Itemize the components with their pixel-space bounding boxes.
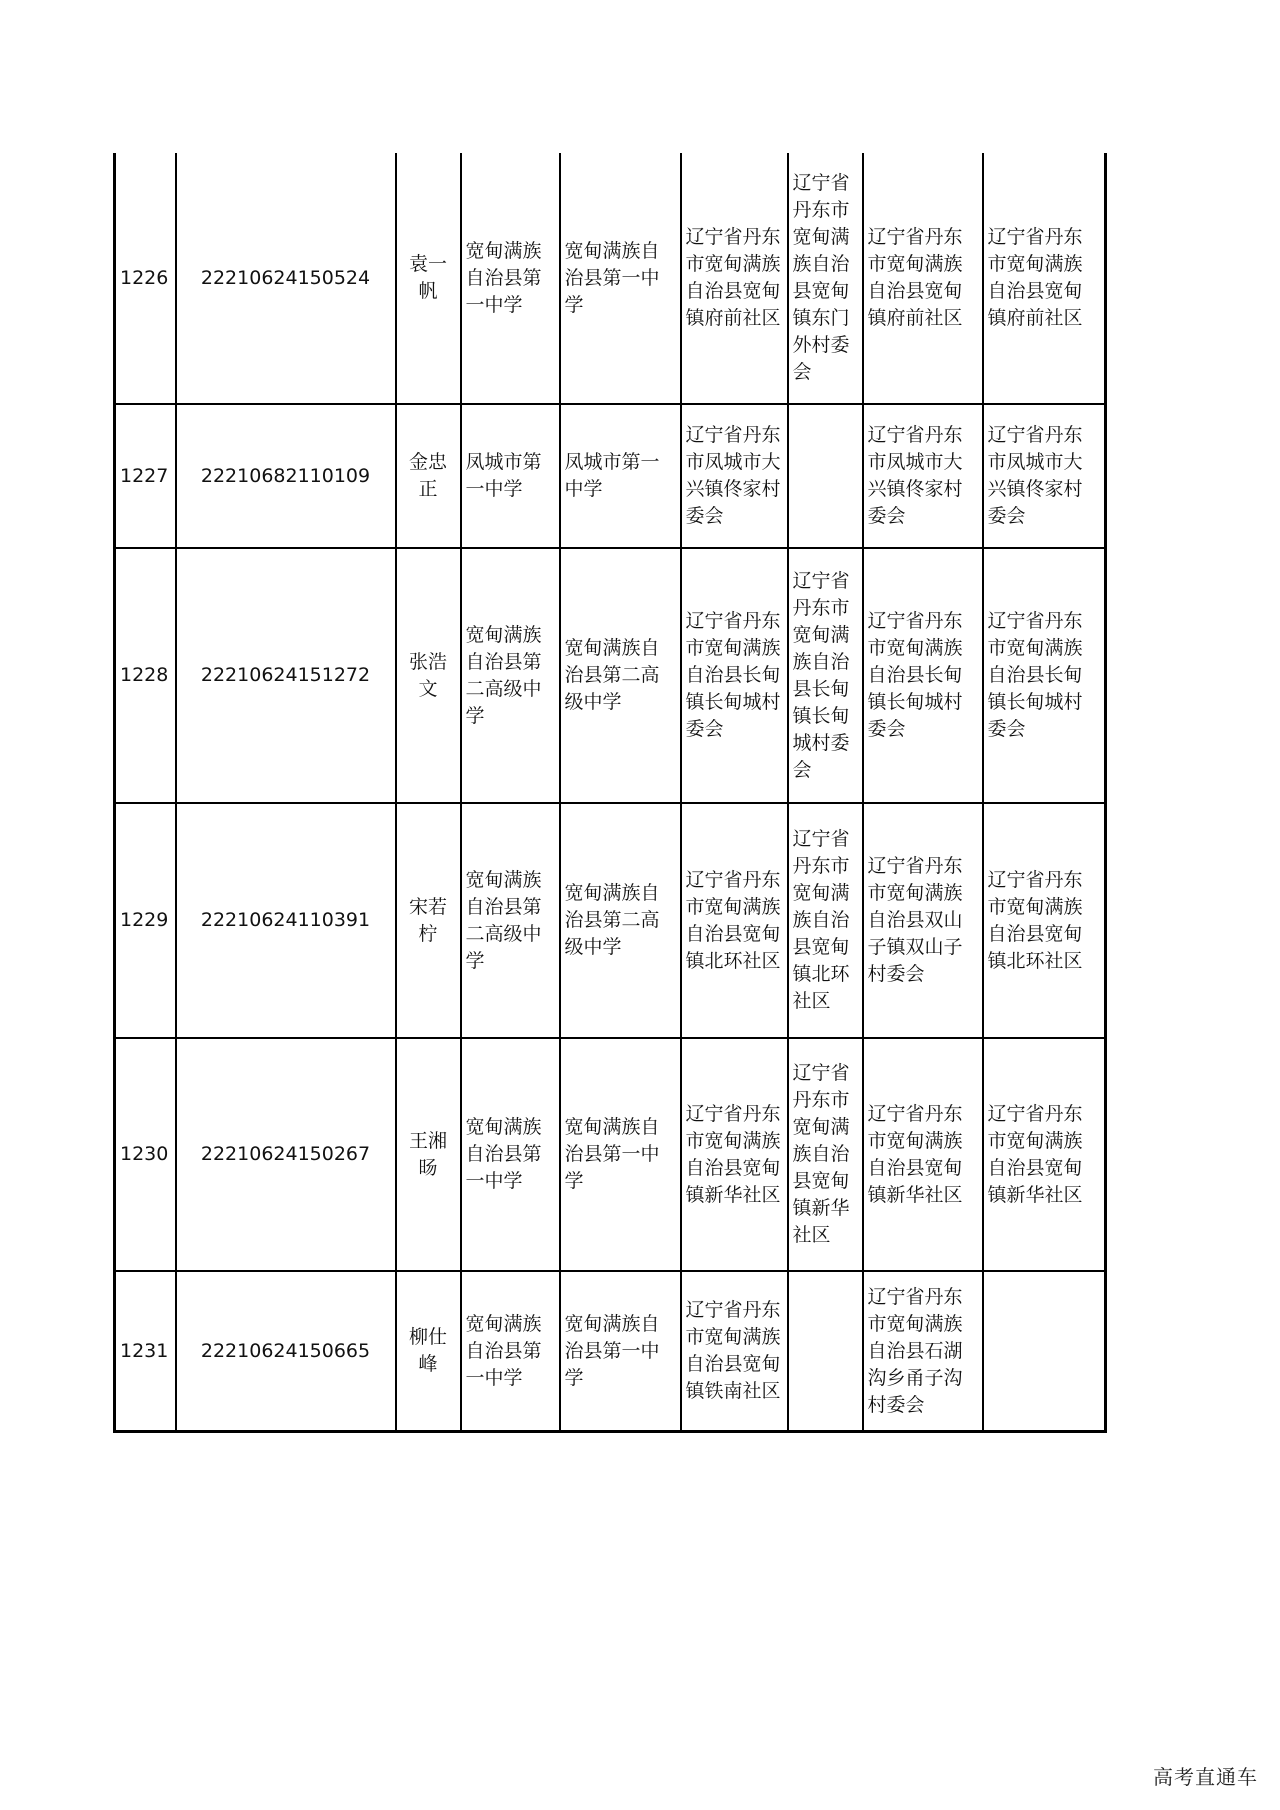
household-address-cell: 辽宁省丹东市宽甸满族自治县宽甸镇新华社区 xyxy=(681,1038,788,1271)
registered-address-cell: 辽宁省丹东市凤城市大兴镇佟家村委会 xyxy=(983,404,1106,548)
registered-address-cell: 辽宁省丹东市宽甸满族自治县长甸镇长甸城村委会 xyxy=(983,548,1106,803)
serial-number-cell: 1231 xyxy=(115,1271,176,1432)
exam-id-cell: 22210624150665 xyxy=(176,1271,396,1432)
exam-id-cell: 22210624150524 xyxy=(176,153,396,404)
residence-address-cell: 辽宁省丹东市宽甸满族自治县长甸镇长甸城村委会 xyxy=(863,548,983,803)
residence-address-cell: 辽宁省丹东市凤城市大兴镇佟家村委会 xyxy=(863,404,983,548)
school-cell: 宽甸满族自治县第二高级中学 xyxy=(461,803,560,1038)
guardian-address-cell: 辽宁省丹东市宽甸满族自治县宽甸镇东门外村委会 xyxy=(788,153,863,404)
residence-address-cell: 辽宁省丹东市宽甸满族自治县双山子镇双山子村委会 xyxy=(863,803,983,1038)
graduating-school-cell: 凤城市第一中学 xyxy=(560,404,681,548)
exam-id-cell: 22210682110109 xyxy=(176,404,396,548)
student-name-cell: 柳仕峰 xyxy=(396,1271,461,1432)
graduating-school-cell: 宽甸满族自治县第一中学 xyxy=(560,1038,681,1271)
serial-number-cell: 1229 xyxy=(115,803,176,1038)
serial-number-cell: 1226 xyxy=(115,153,176,404)
guardian-address-cell xyxy=(788,404,863,548)
table-row xyxy=(115,1271,1106,1432)
serial-number-cell: 1227 xyxy=(115,404,176,548)
household-address-cell: 辽宁省丹东市凤城市大兴镇佟家村委会 xyxy=(681,404,788,548)
graduating-school-cell: 宽甸满族自治县第二高级中学 xyxy=(560,548,681,803)
guardian-address-cell: 辽宁省丹东市宽甸满族自治县宽甸镇北环社区 xyxy=(788,803,863,1038)
serial-number-cell: 1230 xyxy=(115,1038,176,1271)
watermark-text: 高考直通车 xyxy=(1153,1765,1258,1789)
guardian-address-cell: 辽宁省丹东市宽甸满族自治县长甸镇长甸城村委会 xyxy=(788,548,863,803)
household-address-cell: 辽宁省丹东市宽甸满族自治县宽甸镇府前社区 xyxy=(681,153,788,404)
school-cell: 宽甸满族自治县第二高级中学 xyxy=(461,548,560,803)
guardian-address-cell xyxy=(788,1271,863,1432)
table-row xyxy=(115,803,1106,1038)
table-row xyxy=(115,548,1106,803)
exam-id-cell: 22210624150267 xyxy=(176,1038,396,1271)
serial-number-cell: 1228 xyxy=(115,548,176,803)
household-address-cell: 辽宁省丹东市宽甸满族自治县宽甸镇铁南社区 xyxy=(681,1271,788,1432)
guardian-address-cell: 辽宁省丹东市宽甸满族自治县宽甸镇新华社区 xyxy=(788,1038,863,1271)
table-row xyxy=(115,153,1106,404)
student-name-cell: 宋若柠 xyxy=(396,803,461,1038)
graduating-school-cell: 宽甸满族自治县第一中学 xyxy=(560,1271,681,1432)
school-cell: 宽甸满族自治县第一中学 xyxy=(461,1038,560,1271)
registered-address-cell: 辽宁省丹东市宽甸满族自治县宽甸镇新华社区 xyxy=(983,1038,1106,1271)
school-cell: 宽甸满族自治县第一中学 xyxy=(461,153,560,404)
residence-address-cell: 辽宁省丹东市宽甸满族自治县宽甸镇新华社区 xyxy=(863,1038,983,1271)
graduating-school-cell: 宽甸满族自治县第二高级中学 xyxy=(560,803,681,1038)
roster-table xyxy=(113,153,1107,1433)
registered-address-cell xyxy=(983,1271,1106,1432)
table-row xyxy=(115,1038,1106,1271)
student-name-cell: 王湘旸 xyxy=(396,1038,461,1271)
exam-id-cell: 22210624151272 xyxy=(176,548,396,803)
household-address-cell: 辽宁省丹东市宽甸满族自治县长甸镇长甸城村委会 xyxy=(681,548,788,803)
student-name-cell: 金忠正 xyxy=(396,404,461,548)
residence-address-cell: 辽宁省丹东市宽甸满族自治县石湖沟乡甬子沟村委会 xyxy=(863,1271,983,1432)
table-row xyxy=(115,404,1106,548)
school-cell: 凤城市第一中学 xyxy=(461,404,560,548)
registered-address-cell: 辽宁省丹东市宽甸满族自治县宽甸镇北环社区 xyxy=(983,803,1106,1038)
student-name-cell: 袁一帆 xyxy=(396,153,461,404)
household-address-cell: 辽宁省丹东市宽甸满族自治县宽甸镇北环社区 xyxy=(681,803,788,1038)
residence-address-cell: 辽宁省丹东市宽甸满族自治县宽甸镇府前社区 xyxy=(863,153,983,404)
student-name-cell: 张浩文 xyxy=(396,548,461,803)
graduating-school-cell: 宽甸满族自治县第一中学 xyxy=(560,153,681,404)
school-cell: 宽甸满族自治县第一中学 xyxy=(461,1271,560,1432)
registered-address-cell: 辽宁省丹东市宽甸满族自治县宽甸镇府前社区 xyxy=(983,153,1106,404)
exam-id-cell: 22210624110391 xyxy=(176,803,396,1038)
